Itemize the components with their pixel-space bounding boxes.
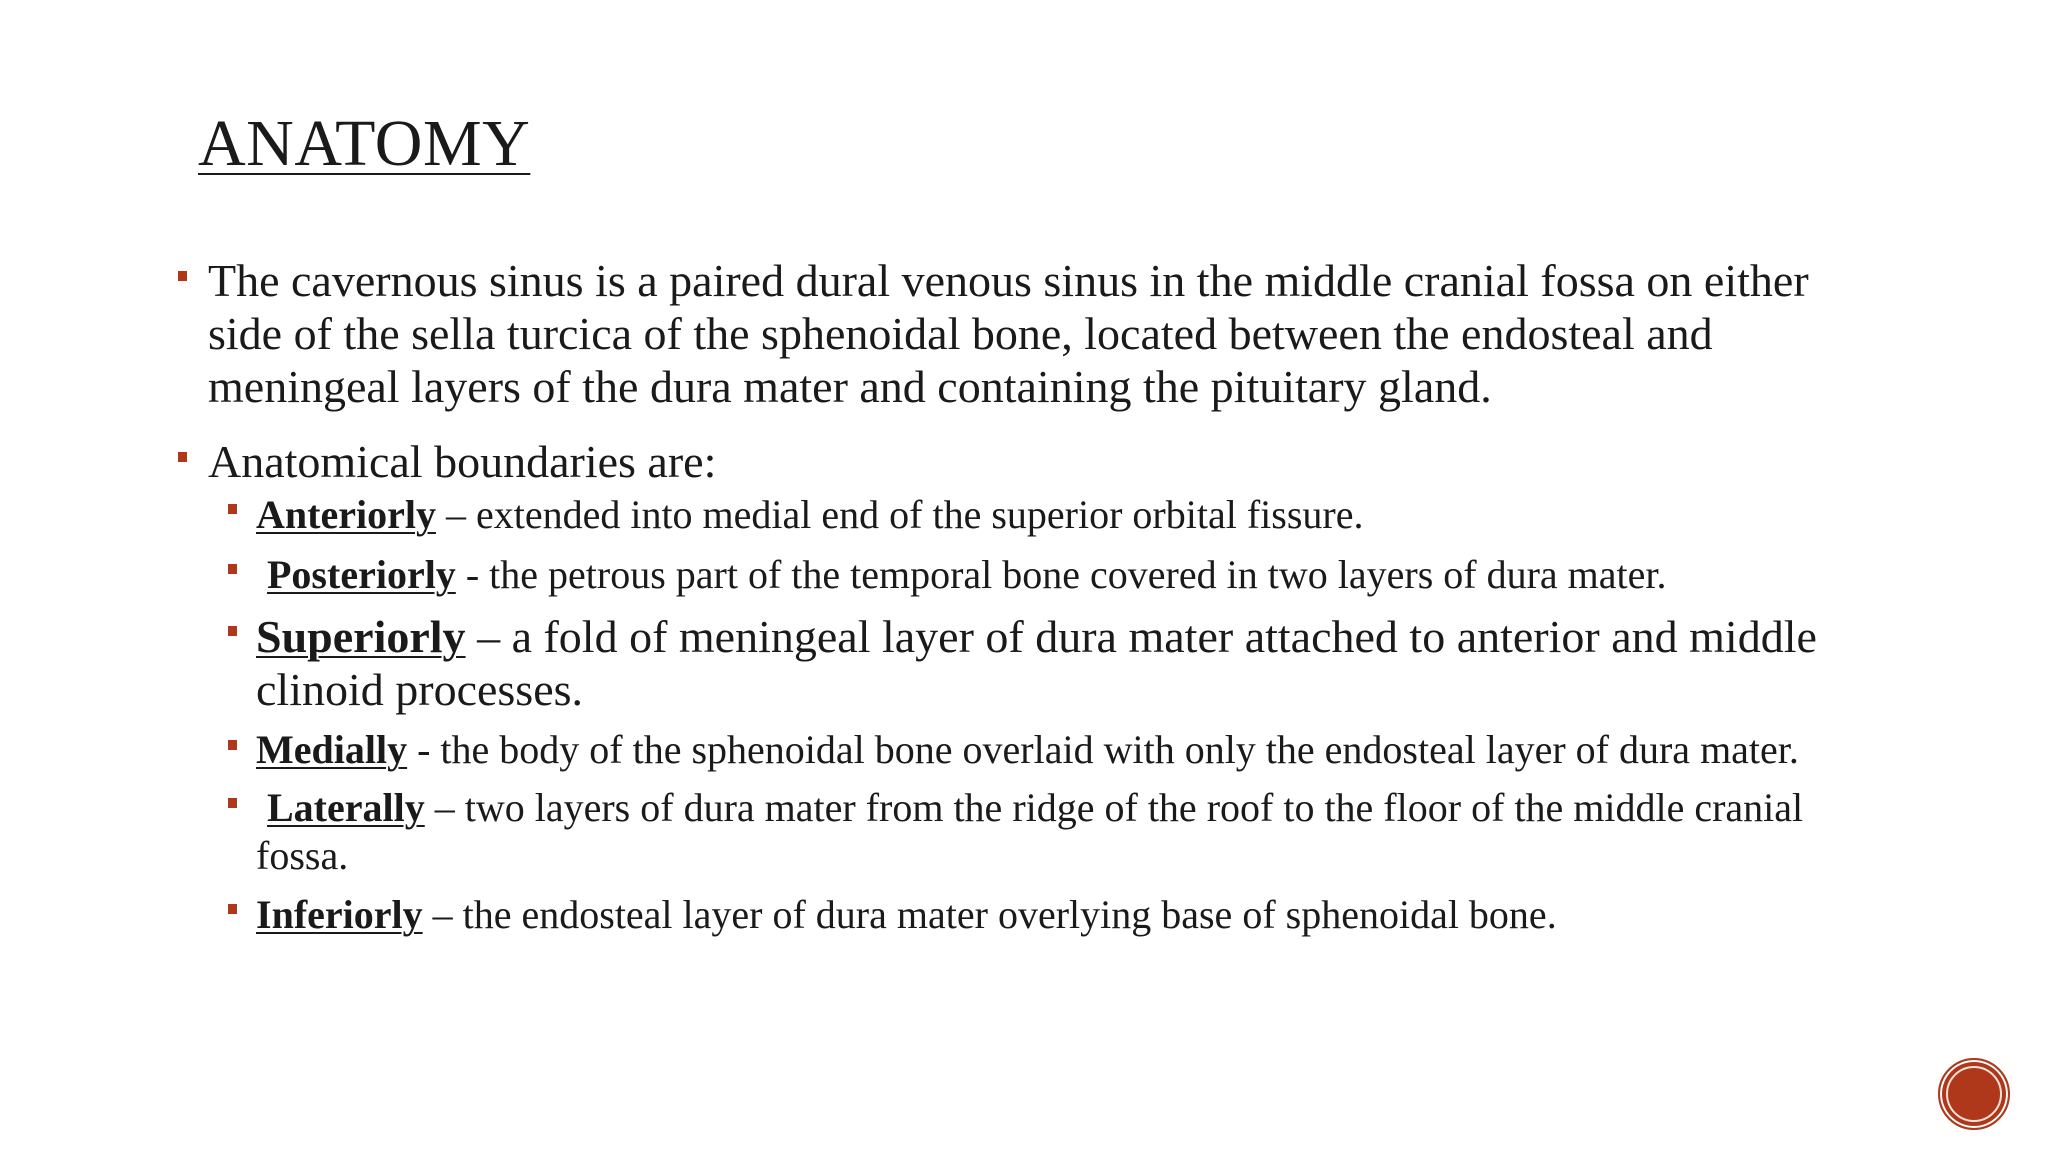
boundary-term: Posteriorly xyxy=(267,552,456,597)
boundary-description: - the petrous part of the temporal bone covered in two layers of dura mater. xyxy=(455,552,1667,597)
boundary-inferiorly xyxy=(222,890,1894,940)
square-bullet-icon xyxy=(178,271,187,281)
boundary-description: – two layers of dura mater from the ridge of the roof to the floor of the middle cranial fossa. xyxy=(256,785,1804,878)
boundary-anteriorly xyxy=(222,490,1894,540)
square-bullet-icon xyxy=(178,452,187,462)
square-bullet-icon xyxy=(228,564,237,574)
bullet-boundaries xyxy=(174,435,1894,488)
boundary-medially xyxy=(222,726,1894,774)
boundary-term: Anteriorly xyxy=(256,492,436,537)
boundary-term: Inferiorly xyxy=(256,892,423,937)
boundary-description: – the endosteal layer of dura mater overlying base of sphenoidal bone. xyxy=(422,892,1557,937)
boundary-term: Medially xyxy=(256,727,408,772)
next-slide-circle-icon[interactable] xyxy=(1938,1058,2010,1130)
slide-title: ANATOMY xyxy=(198,107,531,180)
bullet-definition xyxy=(174,254,1894,413)
boundary-term: Superiorly xyxy=(256,611,466,662)
square-bullet-icon xyxy=(228,504,237,514)
boundary-description: - the body of the sphenoidal bone overlaid with only the endosteal layer of dura mater. xyxy=(407,727,1799,772)
boundary-description: – extended into medial end of the superior orbital fissure. xyxy=(435,492,1364,537)
boundaries-sublist xyxy=(222,490,1894,940)
boundary-term: Laterally xyxy=(267,785,425,830)
bullet-list xyxy=(174,254,1894,950)
square-bullet-icon xyxy=(228,798,237,808)
square-bullet-icon xyxy=(228,904,237,914)
boundary-description: – a fold of meningeal layer of dura mater attached to anterior and middle clinoid processes. xyxy=(256,611,1817,715)
boundary-superiorly xyxy=(222,610,1894,716)
square-bullet-icon xyxy=(228,740,237,750)
bullet-text: The cavernous sinus is a paired dural venous sinus in the middle cranial fossa on either side of the sella turcica of the sphenoidal bone, located between the endosteal and meningeal layers of the dura mater and containing the pituitary gland. xyxy=(208,255,1809,412)
boundary-posteriorly xyxy=(222,550,1894,600)
boundary-laterally xyxy=(222,784,1894,880)
bullet-text: Anatomical boundaries are: xyxy=(208,436,717,487)
square-bullet-icon xyxy=(228,626,237,636)
